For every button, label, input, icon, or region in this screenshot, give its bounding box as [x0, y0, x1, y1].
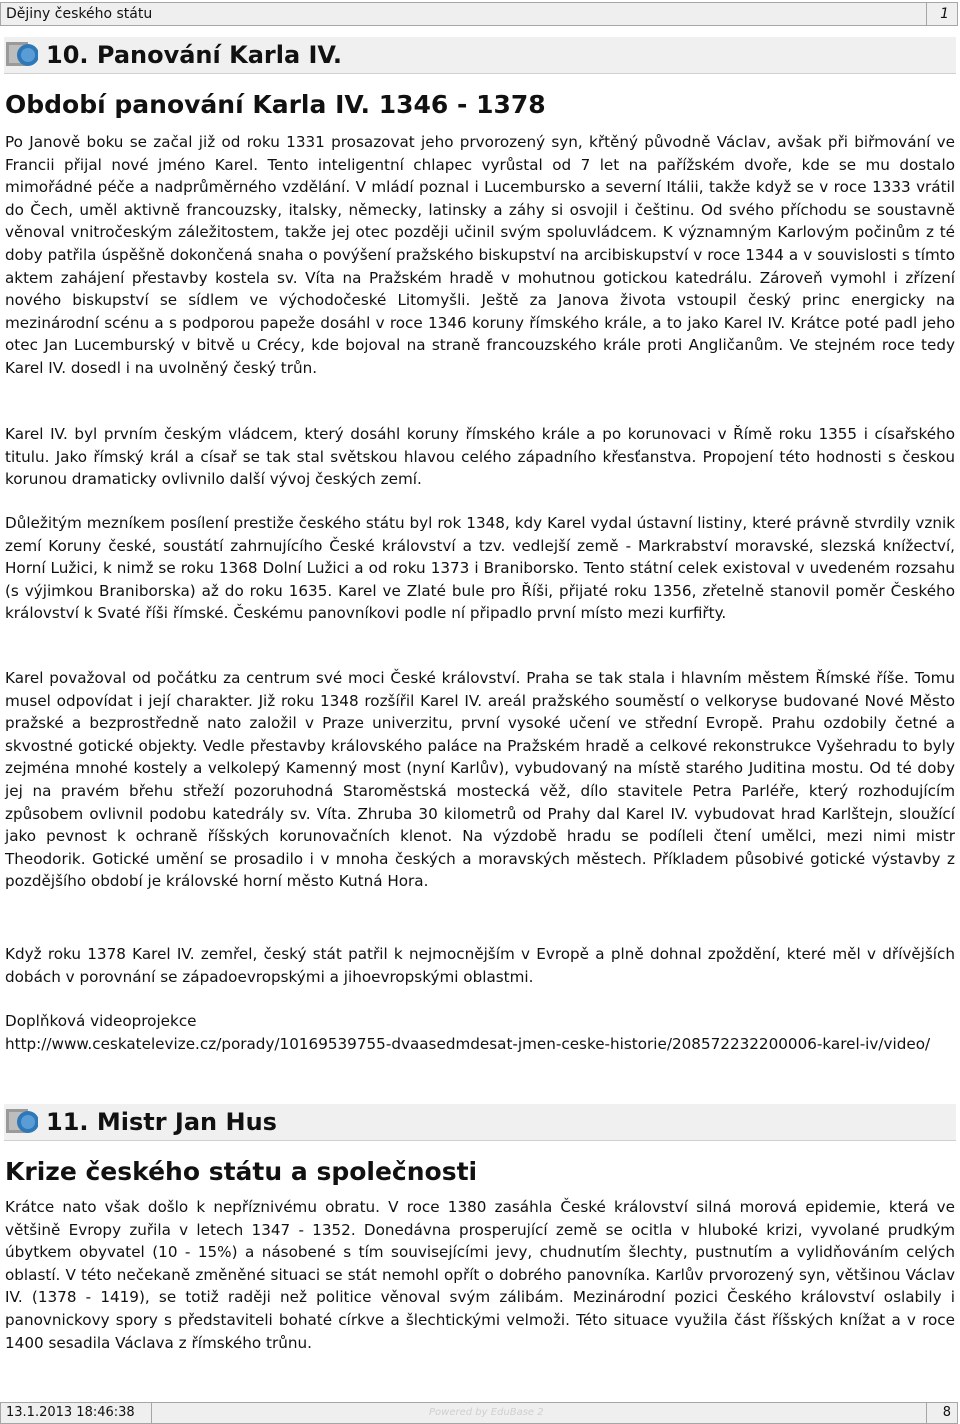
section-title: Krize českého státu a společnosti [5, 1157, 478, 1186]
paragraph: Karel považoval od počátku za centrum své moci České království. Praha se tak stala i hlavním městem Římské říše. Tomu musel odpovídat i její charakter. Již roku 1348 rozšířil Karel IV. areál pražského souměstí o velkoryse budované Nové Město pražské a bezprostředně nato založil v Praze univerzitu, první vysoké učení ve střední Evropě. Prahu ozdobily četné a skvostné gotické objekty. Vedle přestavby královského paláce na Pražském hradě a celkové rekonstrukce Vyšehradu to byly zejména mnohé kostely a velkolepý Kamenný most (nyní Karlův), vybudovaný na místě starého Juditina mostu. Od té doby jej na pravém břehu střeží pozoruhodná Staroměstská mostecká věž, dílo stavitele Petra Parléře, který rozhodujícím způsobem ovlivnil podobu katedrály sv. Víta. Zhruba 30 kilometrů od Prahy dal Karel IV. vybudovat hrad Karlštejn, sloužící jako pevnost k ochraně říšských korunovačních klenot. Na výzdobě hradu se podíleli čtení umělci, mezi nimi mistr Theodorik. Gotické umění se prosadilo i v mnoha českých a moravských městech. Příkladem působivé gotické výstavby z pozdějšího období je královské horní město Kutná Hora. [5, 669, 955, 891]
video-link[interactable]: http://www.ceskatelevize.cz/porady/10169539755-dvaasedmdesat-jmen-ceske-historie/208572232200006-karel-iv/video/ [5, 1034, 931, 1053]
paragraph: Důležitým mezníkem posílení prestiže českého státu byl rok 1348, kdy Karel vydal ústavní listiny, které právně stvrdily vznik zemí Koruny české, soustátí zahrnujícího České království a tzv. vedlejší země - Markrabství moravské, slezská knížectví, Horní Lužici, k nimž se roku 1368 Dolní Lužici a od roku 1373 i Braniborsko. Tento státní celek existoval v uvedeném rozsahu (s výjimkou Braniborska) až do roku 1635. Karel ve Zlaté bule pro Říši, přijaté roku 1356, zřetelně stanovil poměr Českého království k Svaté říši římské. Českému panovníkovi podle ní připadlo první místo mezi kurfiřty. [5, 514, 955, 623]
chapter-title: 11. Mistr Jan Hus [46, 1108, 277, 1136]
section-title: Období panování Karla IV. 1346 - 1378 [5, 90, 546, 119]
footer-timestamp: 13.1.2013 18:46:38 [6, 1405, 135, 1420]
header-divider [926, 3, 927, 25]
paragraph: Po Janově boku se začal již od roku 1331 prosazovat jeho prvorozený syn, křtěný původně Václav, avšak při biřmování ve Francii přijal nové jméno Karel. Tento inteligentní chlapec vyrůstal od 7 let na pařížském dvoře, kde se mu dostalo mimořádné péče a nadprůměrného vzdělání. V mládí poznal i Lucembursko a severní Itálii, takže když se v roce 1333 vrátil do Čech, uměl aktivně francouzsky, italsky, německy, latinsky a záhy si osvojil i češtinu. Od svého příchodu se soustavně věnoval vnitročeským záležitostem, takže jej otec později učinil svým spoluvládcem. K významným Karlovým počinům z té doby patřila úspěšně dokončená snaha o povýšení pražského biskupství na arcibiskupství v roce 1344 a v souvislosti s tímto aktem zahájení přestavby kostela sv. Víta na Pražském hradě v mohutnou gotickou katedrálu. Zároveň vymohl i zřízení nového biskupství se sídlem ve východočeské Litomyšli. Ještě za Janova života vstoupil český princ energicky na mezinárodní scénu a s podporou papeže dosáhl v roce 1346 koruny římského krále, a to jako Karel IV. Krátce poté padl jeho otec Jan Lucemburský v bitvě u Crécy, kde bojoval na straně francouzského krále proti Angličanům. Ve stejném roce tedy Karel IV. dosedl i na uvolněný český trůn. [5, 133, 955, 377]
footer-divider [151, 1403, 152, 1423]
header-page-number: 1 [940, 6, 949, 22]
paragraph: Karel IV. byl prvním českým vládcem, který dosáhl koruny římského krále a po korunovaci v Římě roku 1355 i císařského titulu. Jako římský král a císař se tak stal světskou hlavou celého západního křesťanstva. Propojení této hodnosti s českou korunou dramaticky ovlivnilo další vývoj českých zemí. [5, 425, 955, 489]
chapter-marker-icon [6, 1107, 38, 1137]
document-title: Dějiny českého státu [6, 6, 153, 22]
powered-by-text: Powered by EduBase 2 [429, 1407, 544, 1418]
chapter-marker-icon [6, 40, 38, 70]
footer-divider [926, 1403, 927, 1423]
page-footer [0, 1402, 958, 1424]
chapter-title: 10. Panování Karla IV. [46, 41, 343, 69]
video-note [5, 1010, 955, 1055]
video-note-label: Doplňková videoprojekce [5, 1012, 197, 1030]
chapter-heading-10 [4, 37, 956, 74]
paragraph: Když roku 1378 Karel IV. zemřel, český stát patřil k nejmocnějším v Evropě a plně dohnal zpoždění, které měl v dřívějších dobách v porovnání se západoevropskými a jihoevropskými oblastmi. [5, 945, 955, 986]
chapter-heading-11 [4, 1104, 956, 1141]
footer-page-number: 8 [942, 1405, 951, 1420]
paragraph: Krátce nato však došlo k nepříznivému obratu. V roce 1380 zasáhla České království silná morová epidemie, která ve většině Evropy zuřila v letech 1347 - 1352. Donedávna prosperující země se ocitla v hluboké krizi, vyvolané prudkým úbytkem obyvatel (10 - 15%) a násobené s tím souvisejícími jevy, chudnutím šlechty, pustnutím a vylidňováním celých oblastí. V této nečekaně změněné situaci se stát nemohl opřít o dobrého panovníka. Karlův prvorozený syn, většinou Václav IV. (1378 - 1419), se totiž raději než politice věnoval svým zálibám. Mezinárodní pozici Českého království oslabily i panovnickovy spory s představiteli bohaté církve a šlechtickými velmoži. Této situace využila část říšských knížat a v roce 1400 sesadila Václava z římského trůnu. [5, 1198, 955, 1352]
page-header [0, 2, 958, 26]
